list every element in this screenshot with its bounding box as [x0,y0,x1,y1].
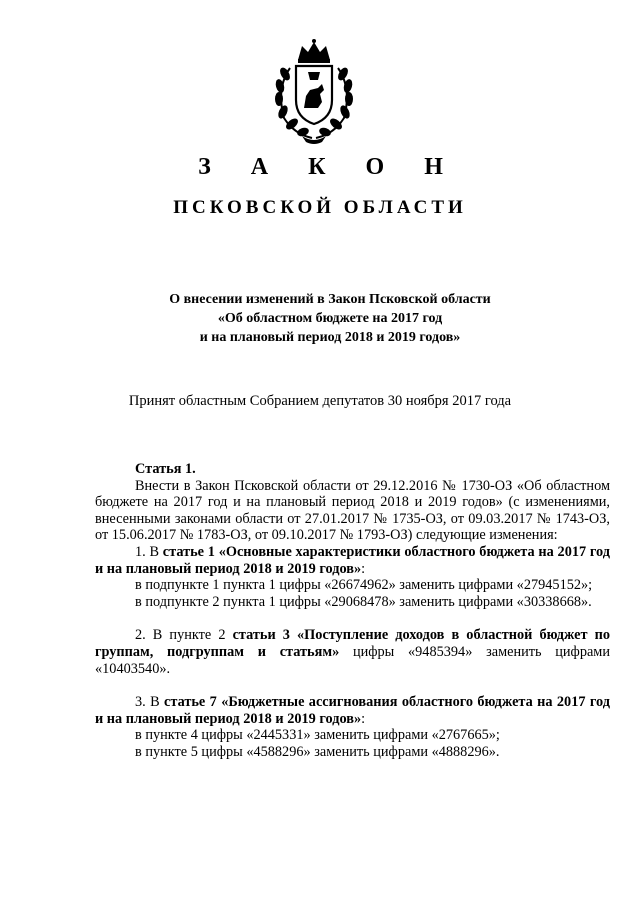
item-suffix: : [361,710,366,727]
law-body [95,461,610,761]
pskov-oblast-coat-of-arms-icon [262,38,366,146]
intro-paragraph: Внести в Закон Псковской области от 29.12.2016 № 1730-ОЗ «Об областном бюджете на 2017 год и на плановый период 2018 и 2019 годов» (с изменениями, внесенными законами области от 27.01.2017 № 1735-ОЗ, от 09.03.2017 № 1743-ОЗ, от 15.06.2017 № 1783-ОЗ, от 09.10.2017 № 1793-ОЗ) следующие изменения: [95,477,610,544]
item-prefix: 1. В [135,543,163,560]
item-suffix: цифры «9485394» заменить цифрами «10403540». [95,643,611,677]
amendment-line: в пункте 4 цифры «2445331» заменить цифрами «2767665»; [135,727,500,744]
item-1-paragraph [95,544,610,577]
item-article-reference: статье 1 «Основные характеристики областного бюджета на 2017 год и на плановый период 2018 и 2019 годов» [95,543,610,577]
paragraph-spacer [95,610,610,627]
item-suffix: : [361,560,366,577]
item-article-reference: статьи 3 «Поступление доходов в областной бюджет по группам, подгруппам и статьям» [95,627,610,660]
article-heading: Статья 1. [135,461,196,477]
subject-line: «Об областном бюджете на 2017 год [217,311,443,326]
item-3-paragraph [95,694,610,727]
item-2-paragraph [95,627,610,677]
amendment-line: в пункте 5 цифры «4588296» заменить цифрами «4888296». [135,743,500,760]
subject-line: и на плановый период 2018 и 2019 годов» [199,330,461,345]
item-prefix: 3. В [135,694,165,711]
amendment-line: в подпункте 1 пункта 1 цифры «26674962» заменить цифрами «27945152»; [135,577,593,594]
amendment-line: в подпункте 2 пункта 1 цифры «29068478» заменить цифрами «30338668». [135,593,592,610]
document-type-heading: З А К О Н [198,154,460,180]
subject-line: О внесении изменений в Закон Псковской области [169,292,491,307]
item-prefix: 2. В пункте 2 [135,627,233,644]
item-article-reference: статье 7 «Бюджетные ассигнования областного бюджета на 2017 год и на плановый период 2018 и 2019 годов» [95,694,610,727]
law-subject [150,290,510,347]
paragraph-spacer [95,677,610,694]
region-heading: ПСКОВСКОЙ ОБЛАСТИ [173,197,467,218]
adoption-line: Принят областным Собранием депутатов 30 ноября 2017 года [128,393,512,409]
